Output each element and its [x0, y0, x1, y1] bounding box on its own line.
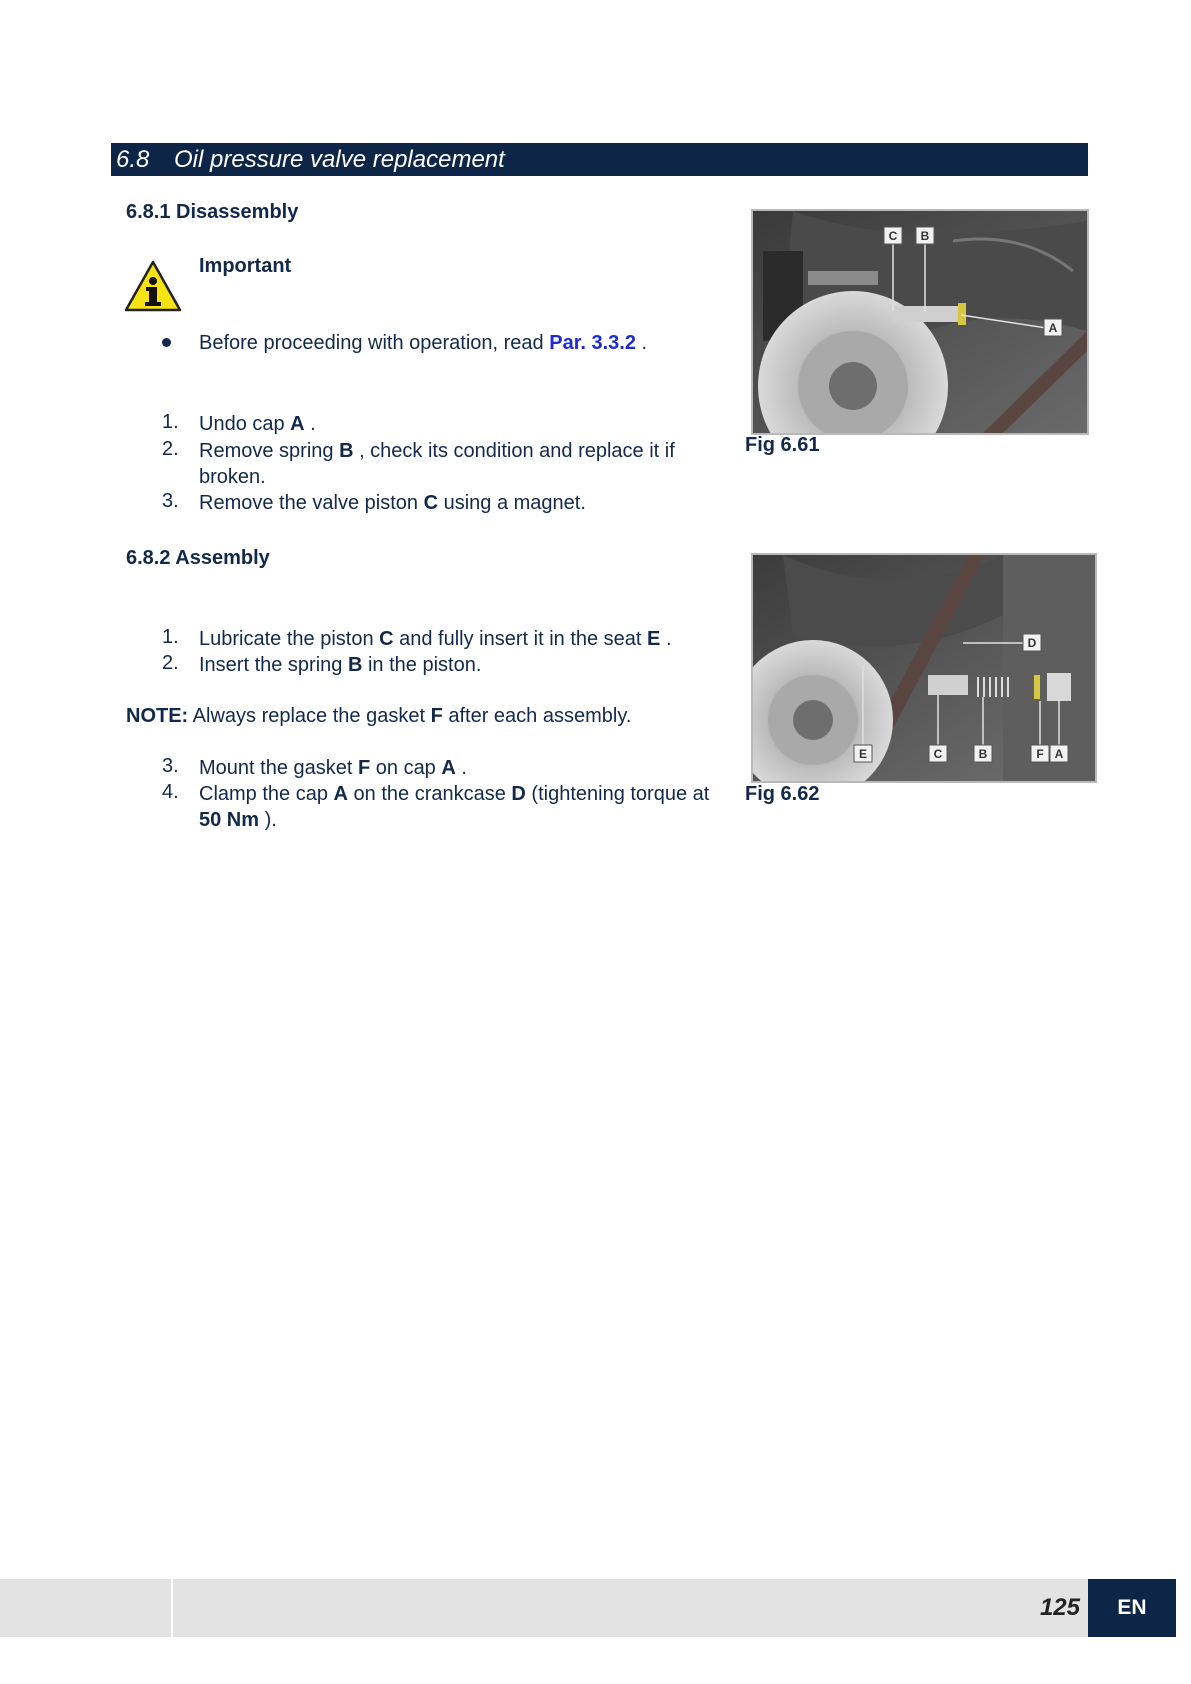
step-text: Remove spring B , check its condition and replace it if — [199, 440, 675, 462]
svg-text:A: A — [1054, 747, 1064, 761]
bullet-dot — [162, 338, 171, 347]
bullet-text: Before proceeding with operation, read Par. 3.3.2 . — [199, 332, 648, 354]
page-number: 125 — [1039, 1594, 1080, 1621]
svg-text:E: E — [858, 747, 868, 761]
svg-text:F: F — [1036, 747, 1044, 761]
language-badge: EN — [1088, 1579, 1176, 1637]
par-link[interactable]: Par. 3.3.2 — [549, 332, 636, 354]
svg-text:B: B — [978, 747, 988, 761]
label-C — [929, 745, 947, 762]
warning-info-icon — [124, 260, 182, 312]
step-text: Clamp the cap A on the crankcase D (tightening torque at — [199, 783, 710, 805]
figure-caption: Fig 6.62 — [745, 783, 820, 805]
step-number: 4. — [162, 781, 179, 803]
label-A — [1050, 745, 1068, 762]
label-F — [1031, 745, 1049, 762]
step-text: Remove the valve piston C using a magnet. — [199, 492, 586, 514]
label-C — [884, 227, 902, 244]
step-text: Mount the gasket F on cap A . — [199, 757, 467, 779]
step-number: 2. — [162, 652, 179, 674]
step-text-cont: broken. — [199, 466, 266, 488]
step-text: Lubricate the piston C and fully insert it in the seat E . — [199, 628, 672, 650]
figure-6-62 — [751, 553, 1097, 783]
section-title-bar — [111, 143, 1088, 176]
step-text: Undo cap A . — [199, 413, 316, 435]
figure-6-61 — [751, 209, 1089, 435]
step-number: 1. — [162, 411, 179, 433]
section-title: Oil pressure valve replacement — [174, 146, 505, 173]
note-text: NOTE: Always replace the gasket F after each assembly. — [126, 705, 632, 727]
svg-text:A: A — [1048, 321, 1058, 335]
svg-text:D: D — [1027, 636, 1037, 650]
label-A — [1044, 319, 1062, 336]
label-B — [974, 745, 992, 762]
label-E — [854, 745, 872, 762]
assembly-heading: 6.8.2 Assembly — [126, 547, 270, 569]
step-number: 1. — [162, 626, 179, 648]
figure-caption: Fig 6.61 — [745, 434, 820, 456]
svg-text:B: B — [920, 229, 930, 243]
svg-text:C: C — [888, 229, 898, 243]
label-B — [916, 227, 934, 244]
step-number: 3. — [162, 755, 179, 777]
step-text: Insert the spring B in the piston. — [199, 654, 482, 676]
footer-bar — [0, 1579, 1088, 1637]
step-number: 3. — [162, 490, 179, 512]
svg-text:C: C — [933, 747, 943, 761]
section-number: 6.8 — [116, 146, 150, 173]
important-label: Important — [199, 255, 292, 277]
footer-divider — [171, 1579, 173, 1637]
label-D — [1023, 634, 1041, 651]
step-number: 2. — [162, 438, 179, 460]
disassembly-heading: 6.8.1 Disassembly — [126, 201, 299, 223]
step-text-cont: 50 Nm ). — [199, 809, 277, 831]
